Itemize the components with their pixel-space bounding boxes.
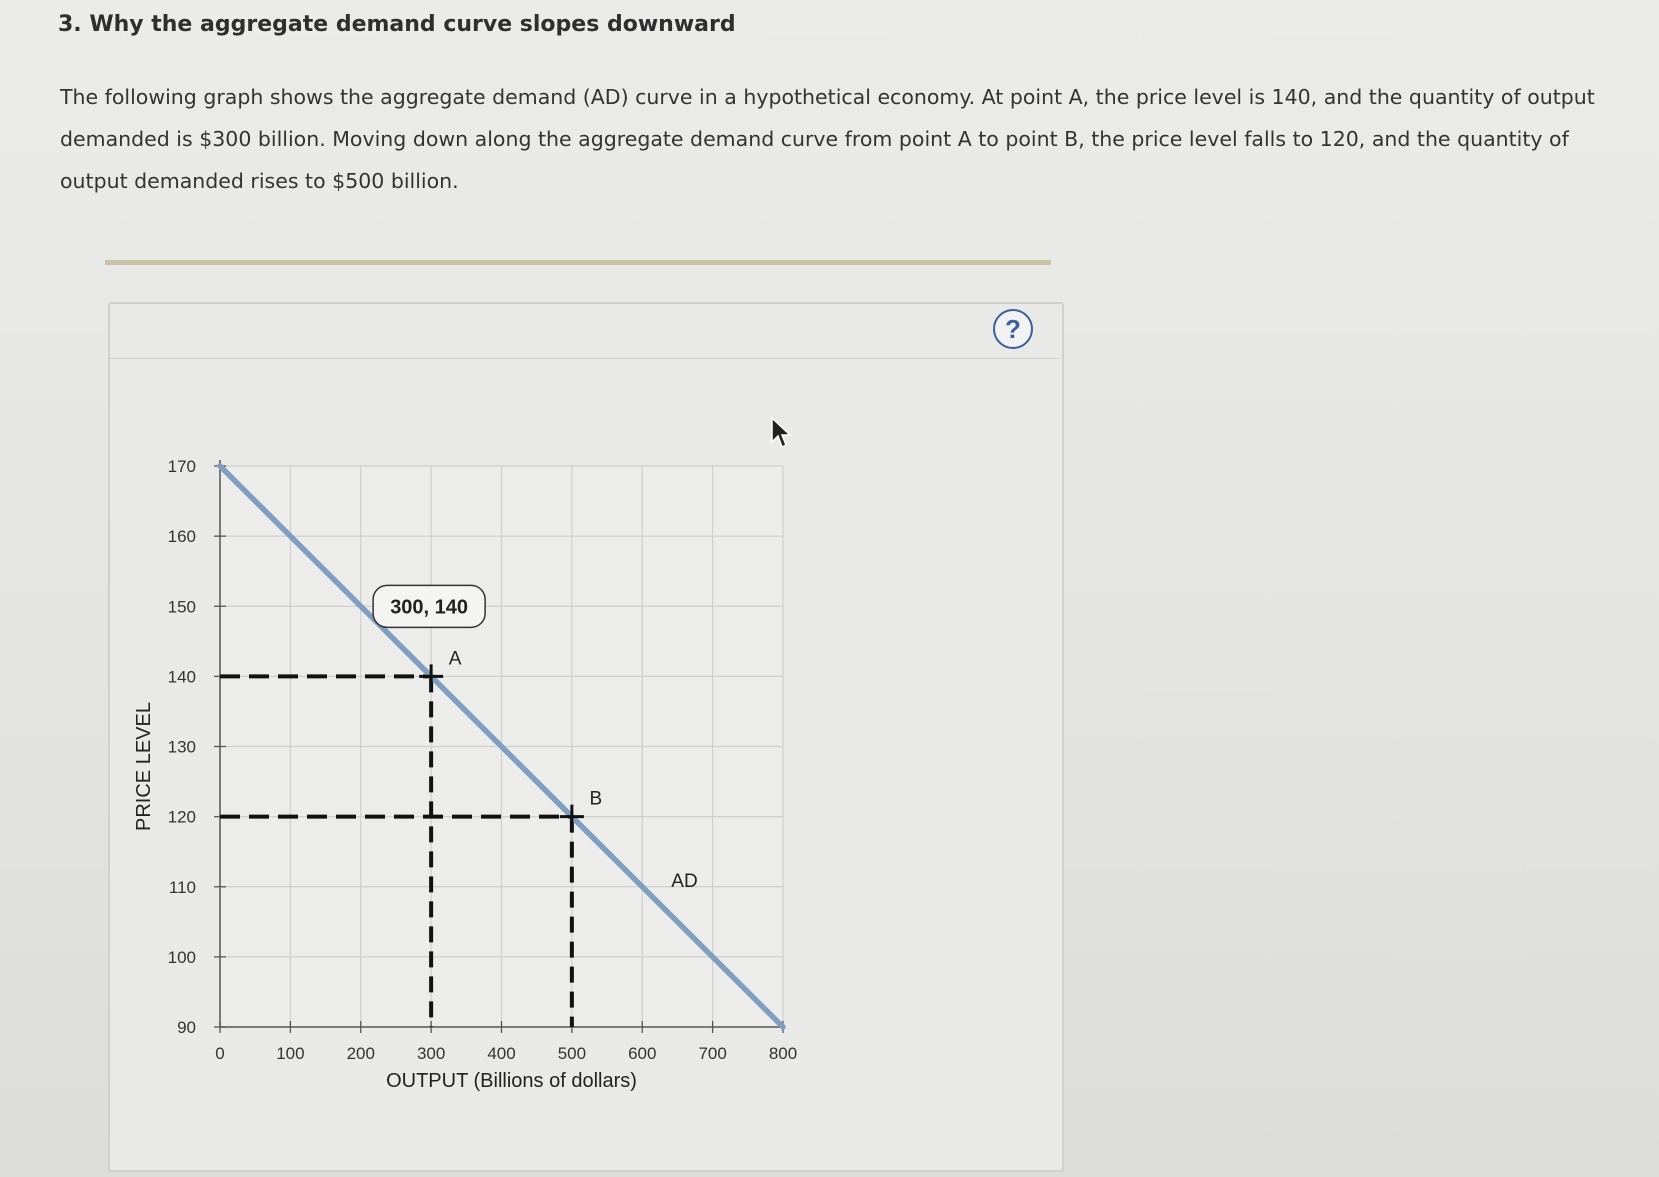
x-tick-label: 800	[768, 1044, 798, 1063]
point-label-a: A	[448, 648, 462, 670]
x-axis-title: OUTPUT (Billions of dollars)	[386, 1070, 637, 1092]
x-tick-label: 600	[628, 1044, 657, 1063]
y-tick-label: 170	[167, 457, 196, 476]
x-tick-label: 500	[557, 1044, 587, 1063]
x-tick-label: 100	[276, 1044, 305, 1063]
x-tick-label: 0	[215, 1044, 225, 1063]
question-title: 3. Why the aggregate demand curve slopes downward	[58, 12, 736, 37]
y-tick-label: 160	[167, 527, 196, 547]
help-button[interactable]: ?	[993, 309, 1033, 349]
x-tick-label: 400	[487, 1044, 516, 1063]
y-tick-label: 100	[167, 947, 196, 967]
curve-label-ad: AD	[671, 870, 698, 892]
y-tick-label: 130	[167, 737, 196, 757]
y-axis-title: PRICE LEVEL	[133, 702, 155, 831]
point-tooltip-text: 300, 140	[390, 596, 469, 619]
y-tick-label: 150	[167, 597, 196, 617]
x-tick-label: 300	[416, 1044, 446, 1063]
point-label-b: B	[589, 788, 603, 810]
y-tick-label: 110	[168, 877, 196, 897]
x-tick-label: 200	[346, 1044, 375, 1063]
y-tick-label: 140	[167, 667, 196, 687]
y-tick-label: 120	[167, 807, 196, 827]
question-intro: The following graph shows the aggregate demand (AD) curve in a hypothetical economy. At point A, the price level is 140, and the quantity of output demanded is $300 billion. Moving down along the aggregate demand curve from point A to point B, the price level falls to 120, and the quantity of output demanded rises to $500 billion.	[60, 85, 1595, 193]
x-tick-label: 700	[698, 1044, 727, 1063]
y-tick-label: 90	[177, 1018, 196, 1037]
